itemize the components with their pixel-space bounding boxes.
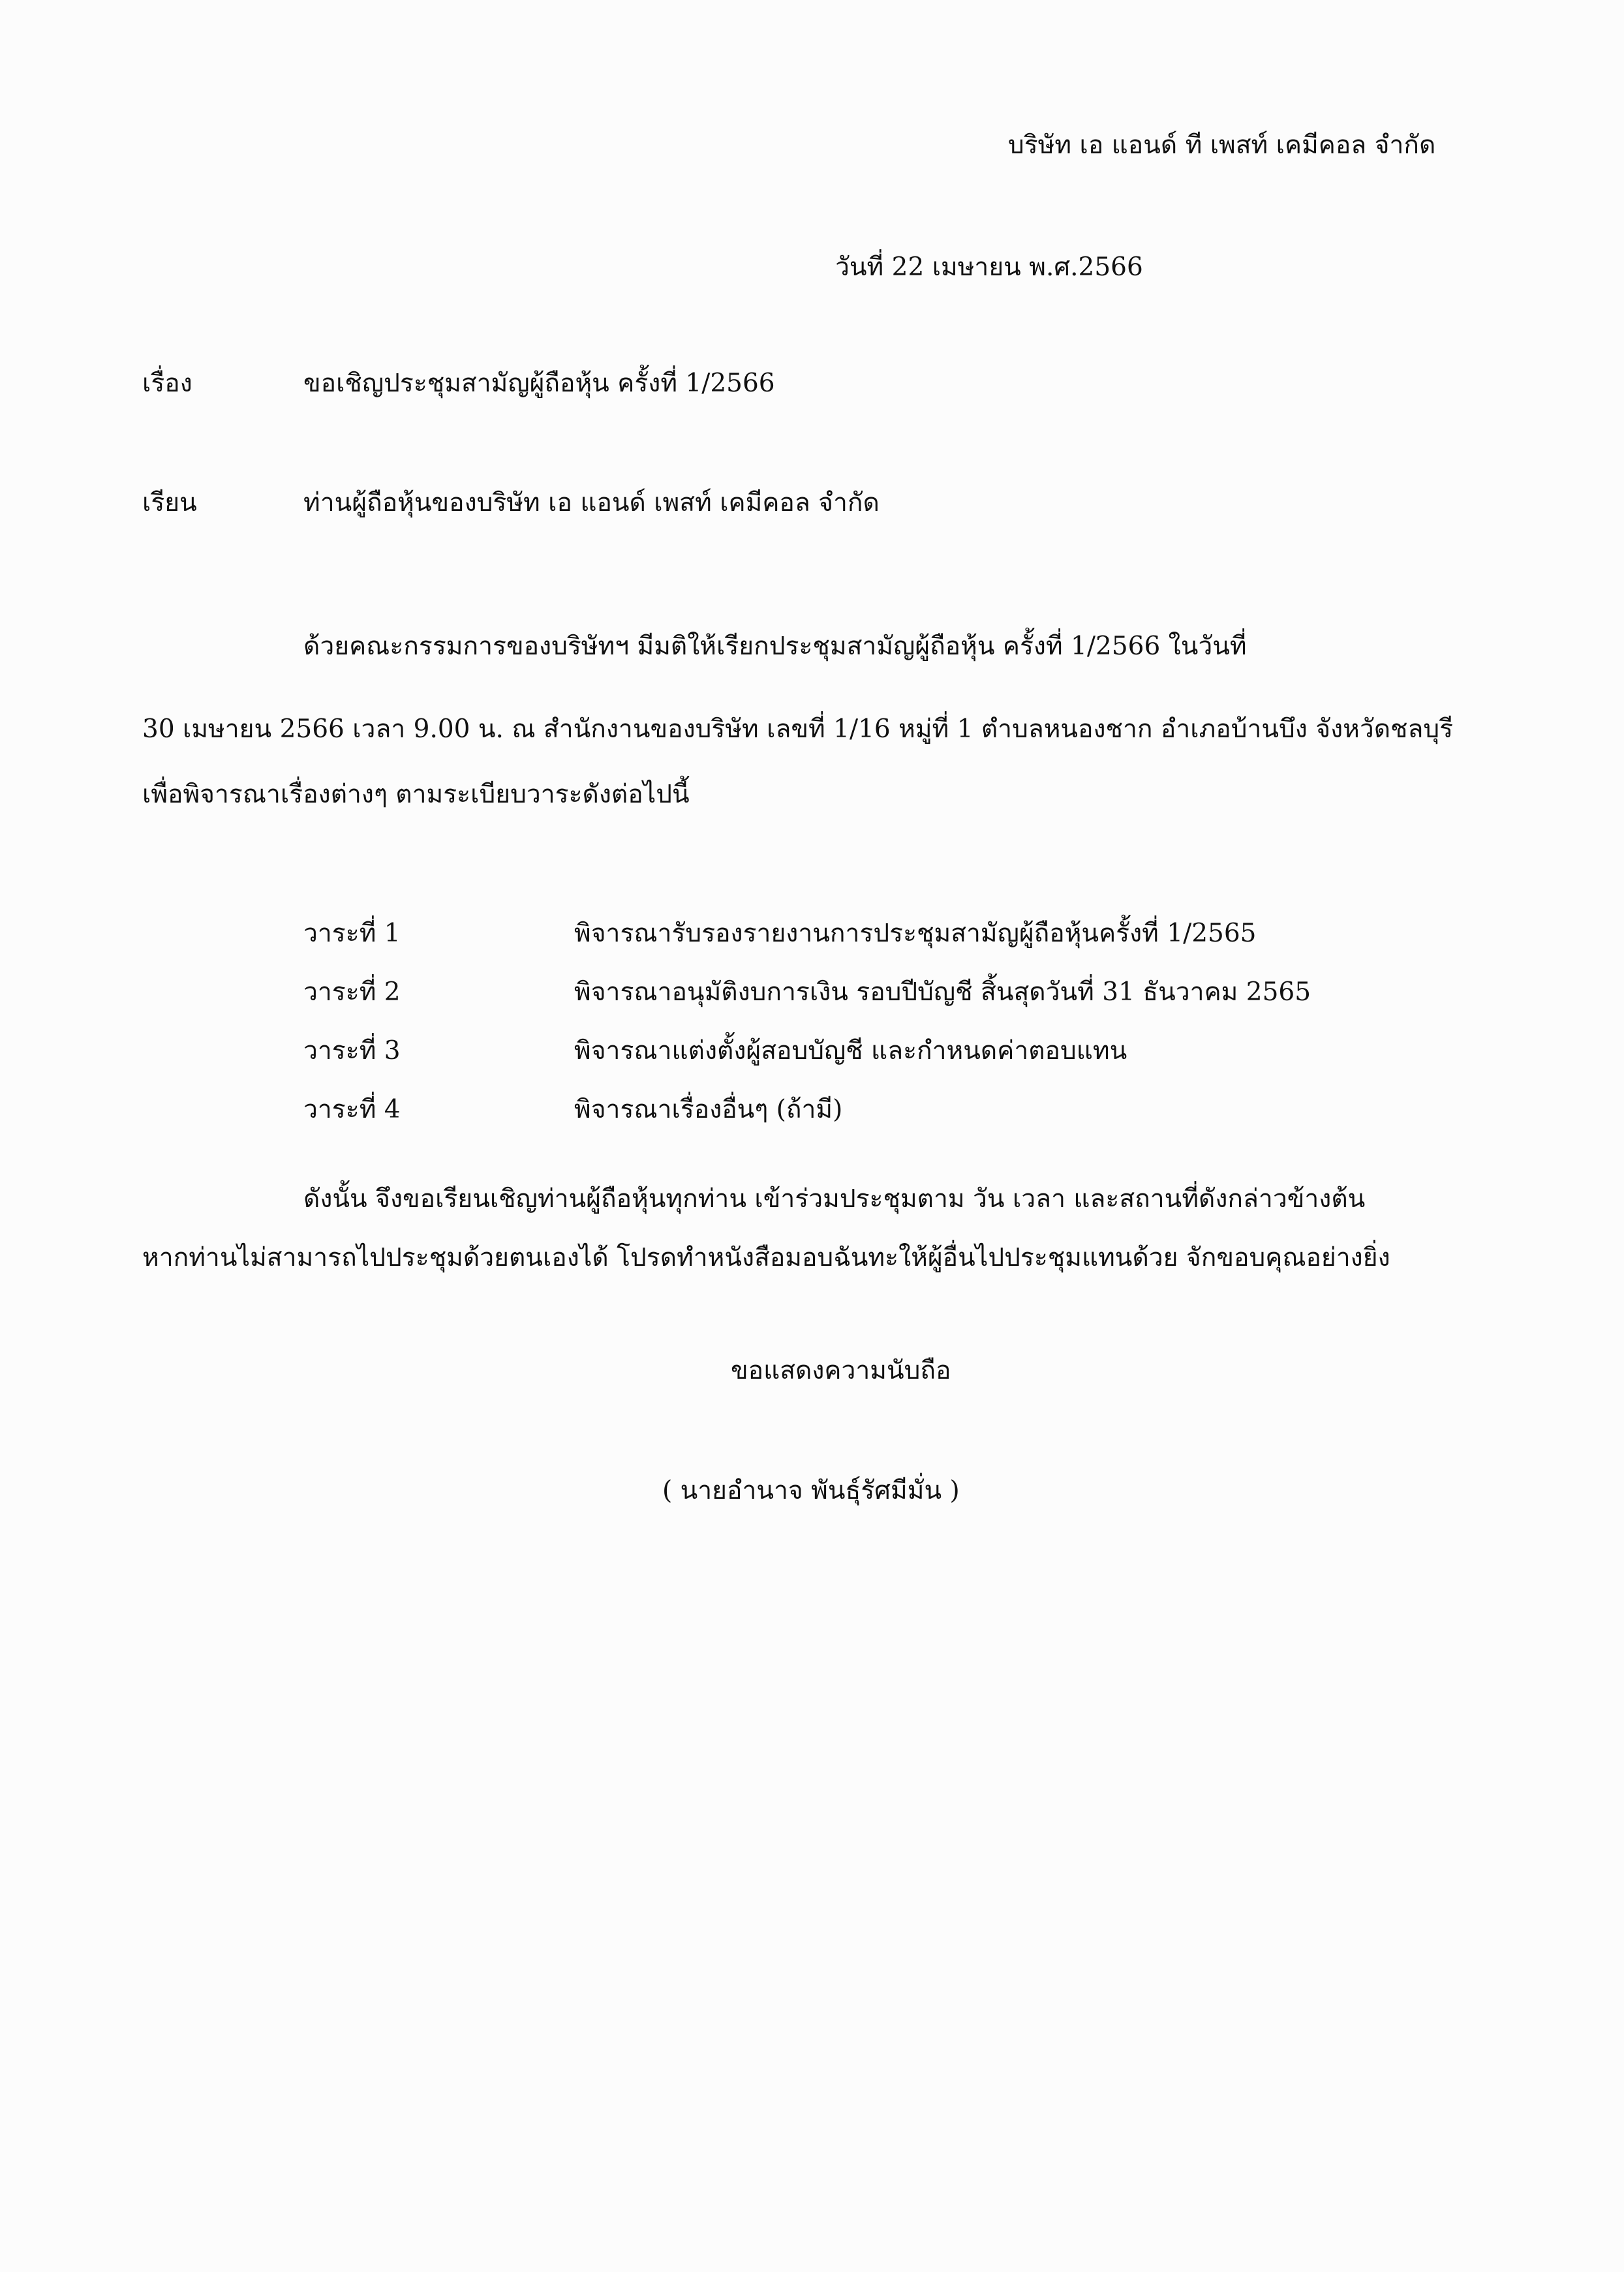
addressee-label: เรียน: [142, 488, 197, 517]
agenda-item-3-number: วาระที่ 3: [303, 1036, 401, 1066]
agenda-item-2-number: วาระที่ 2: [303, 977, 401, 1007]
body-paragraph-2-line-1: ดังนั้น จึงขอเรียนเชิญท่านผู้ถือหุ้นทุกท่าน เข้าร่วมประชุมตาม วัน เวลา และสถานที่ดังกล่าวข้างต้น: [303, 1184, 1366, 1214]
agenda-item-4-number: วาระที่ 4: [303, 1095, 401, 1124]
agenda-item-1-text: พิจารณารับรองรายงานการประชุมสามัญผู้ถือหุ้นครั้งที่ 1/2565: [574, 919, 1257, 948]
body-paragraph-1-line-3: เพื่อพิจารณาเรื่องต่างๆ ตามระเบียบวาระดังต่อไปนี้: [142, 780, 690, 809]
signer-name: ( นายอำนาจ พันธุ์รัศมีมั่น ): [662, 1476, 960, 1505]
addressee-text: ท่านผู้ถือหุ้นของบริษัท เอ แอนด์ เพสท์ เคมีคอล จำกัด: [303, 488, 880, 517]
agenda-item-3-text: พิจารณาแต่งตั้งผู้สอบบัญชี และกำหนดค่าตอบแทน: [574, 1036, 1127, 1066]
agenda-item-2-text: พิจารณาอนุมัติงบการเงิน รอบปีบัญชี สิ้นสุดวันที่ 31 ธันวาคม 2565: [574, 977, 1311, 1007]
company-name: บริษัท เอ แอนด์ ที เพสท์ เคมีคอล จำกัด: [1008, 130, 1436, 160]
letter-date: วันที่ 22 เมษายน พ.ศ.2566: [835, 253, 1143, 282]
subject-label: เรื่อง: [142, 369, 192, 398]
body-paragraph-1-line-2: 30 เมษายน 2566 เวลา 9.00 น. ณ สำนักงานของบริษัท เลขที่ 1/16 หมู่ที่ 1 ตำบลหนองชาก อำเภอบ้านบึง จังหวัดชลบุรี: [142, 714, 1454, 744]
body-paragraph-2-line-2: หากท่านไม่สามารถไปประชุมด้วยตนเองได้ โปรดทำหนังสือมอบฉันทะให้ผู้อื่นไปประชุมแทนด้วย จักขอบคุณอย่างยิ่ง: [142, 1243, 1390, 1272]
agenda-item-4-text: พิจารณาเรื่องอื่นๆ (ถ้ามี): [574, 1095, 843, 1124]
agenda-item-1-number: วาระที่ 1: [303, 919, 401, 948]
closing-text: ขอแสดงความนับถือ: [731, 1356, 951, 1385]
subject-text: ขอเชิญประชุมสามัญผู้ถือหุ้น ครั้งที่ 1/2566: [303, 369, 775, 398]
body-paragraph-1-line-1: ด้วยคณะกรรมการของบริษัทฯ มีมติให้เรียกประชุมสามัญผู้ถือหุ้น ครั้งที่ 1/2566 ในวันที่: [303, 632, 1247, 661]
